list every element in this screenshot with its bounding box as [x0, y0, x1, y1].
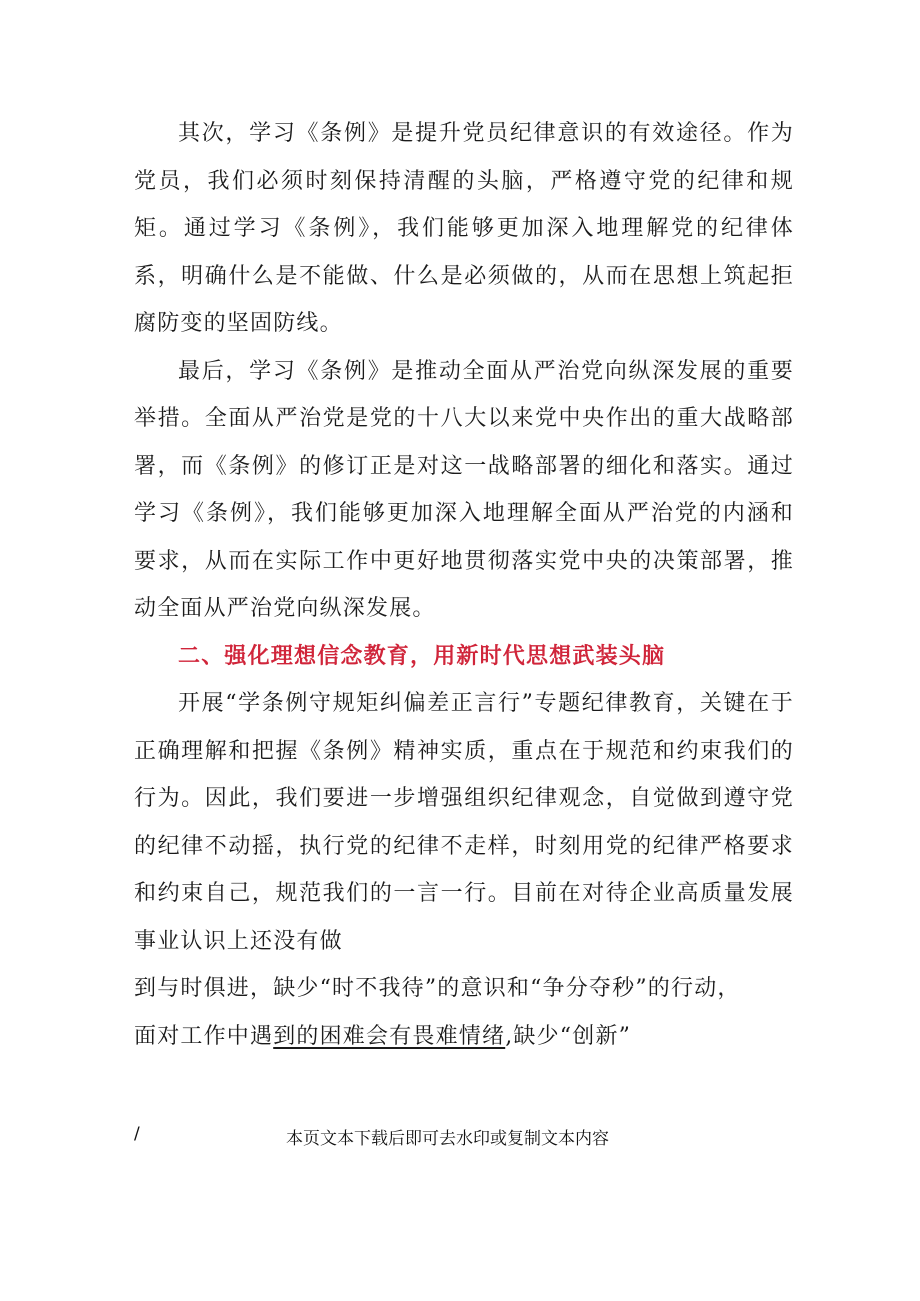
section-heading: 二、强化理想信念教育，用新时代思想武装头脑 [178, 642, 666, 669]
line-2-plain: 面对工作中遇 [134, 1023, 274, 1049]
footer-slash: / [134, 1124, 140, 1144]
paragraph-4-line-2 [134, 1013, 794, 1061]
paragraph-3: 开展“学条例守规矩纠偏差正言行”专题纪律教育，关键在于正确理解和把握《条例》精神实质，重点在于规范和约束我们的行为。因此，我们要进一步增强组织纪律观念，自觉做到遵守党的纪律不动摇，执行党的纪律不走样，时刻用党的纪律严格要求和约束自己，规范我们的一言一行。目前在对待企业高质量发展事业认识上还没有做 [134, 691, 794, 954]
line-2-tail: ,缺少“创新” [505, 1023, 632, 1049]
document-body [134, 110, 794, 1060]
paragraph-4-line-1: 到与时俱进，缺少“时不我待”的意识和“争分夺秒”的行动， [134, 976, 741, 1001]
page-footer [134, 1124, 794, 1154]
footer-notice: 本页文本下载后即可去水印或复制文本内容 [286, 1129, 609, 1149]
underlined-phrase: 到的困难会有畏难情绪 [273, 1023, 506, 1049]
paragraph-1: 其次，学习《条例》是提升党员纪律意识的有效途径。作为党员，我们必须时刻保持清醒的头脑，严格遵守党的纪律和规矩。通过学习《条例》，我们能够更加深入地理解党的纪律体系，明确什么是不能做、什么是必须做的，从而在思想上筑起拒腐防变的坚固防线。 [134, 121, 794, 336]
paragraph-2: 最后，学习《条例》是推动全面从严治党向纵深发展的重要举措。全面从严治党是党的十八大以来党中央作出的重大战略部署，而《条例》的修订正是对这一战略部署的细化和落实。通过学习《条例》，我们能够更加深入地理解全面从严治党的内涵和要求，从而在实际工作中更好地贯彻落实党中央的决策部署，推动全面从严治党向纵深发展。 [134, 358, 794, 621]
